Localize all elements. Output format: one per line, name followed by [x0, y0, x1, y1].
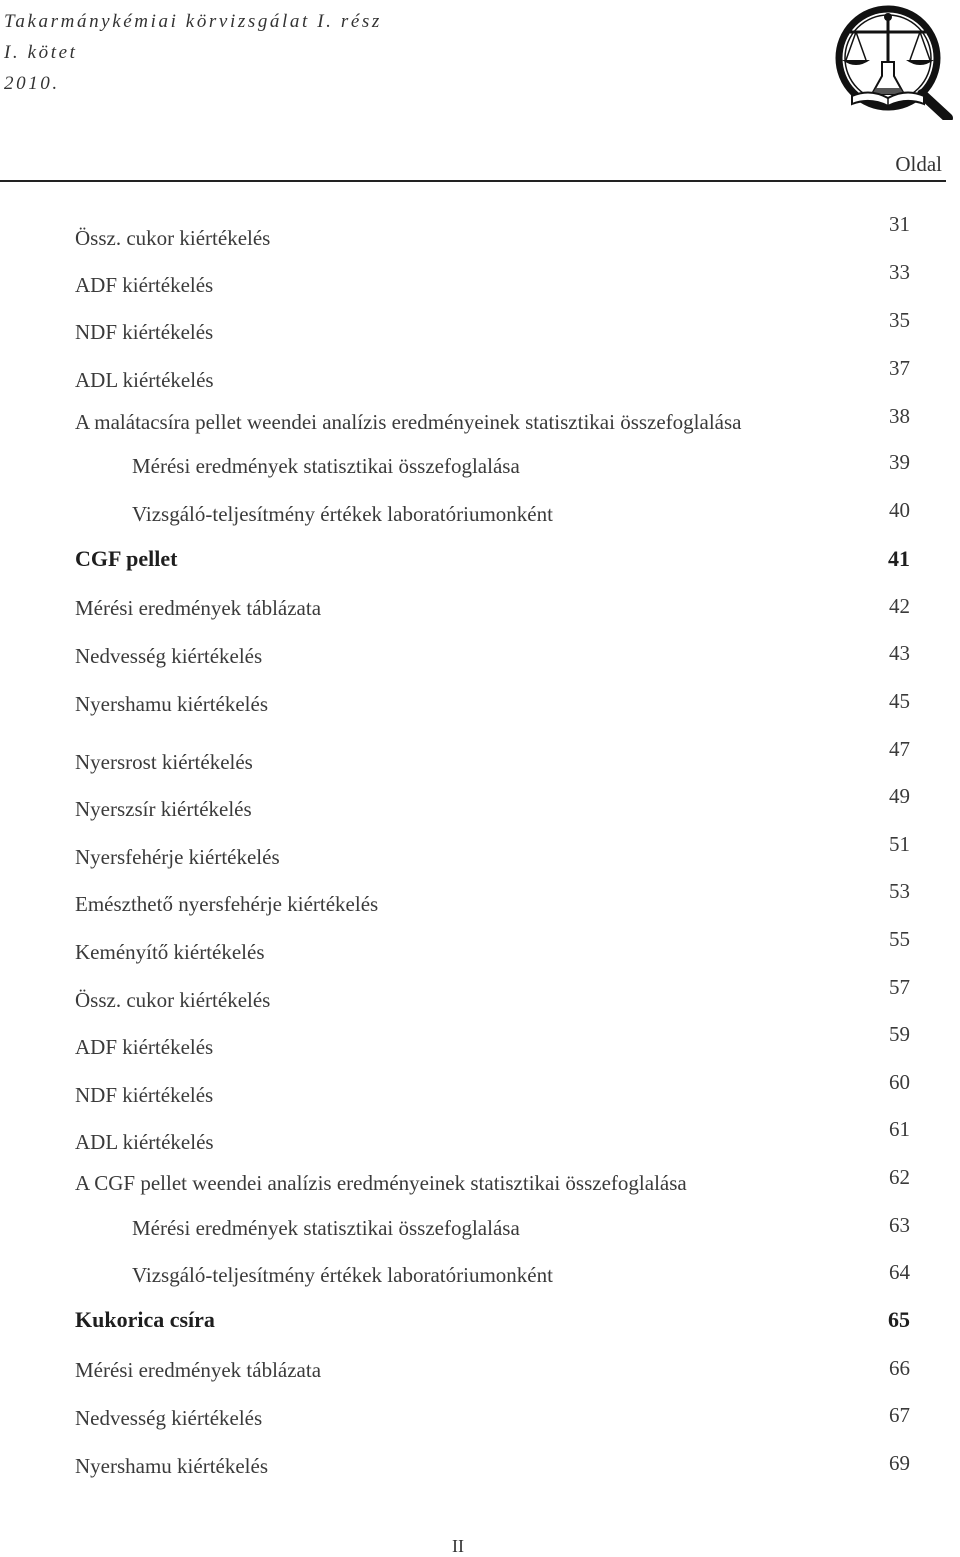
toc-entry-page: 67	[889, 1403, 910, 1427]
toc-entry-label: CGF pellet	[75, 546, 178, 571]
toc-entry-page: 39	[889, 450, 910, 474]
toc-entry-page: 38	[889, 404, 910, 428]
toc-entry-page: 49	[889, 784, 910, 808]
toc-entry-label: ADL kiértékelés	[75, 368, 214, 392]
toc-entry-label: Emészthető nyersfehérje kiértékelés	[75, 892, 379, 916]
toc-entry-label: Nedvesség kiértékelés	[75, 644, 263, 668]
toc-entry-page: 61	[889, 1117, 910, 1141]
toc-entry-label: A CGF pellet weendei analízis eredményeinek statisztikai összefoglalása	[75, 1171, 687, 1195]
toc-entry-label: Mérési eredmények statisztikai összefoglalása	[132, 1216, 520, 1240]
footer-page-number: II	[452, 1536, 464, 1556]
toc-entry-label: Nyersrost kiértékelés	[75, 750, 253, 774]
toc-entry-label: NDF kiértékelés	[75, 320, 214, 344]
header-year: 2010.	[4, 73, 60, 94]
toc-entry-label: ADF kiértékelés	[75, 273, 214, 297]
toc-entry-label: Nyershamu kiértékelés	[75, 1454, 269, 1478]
toc-entry-label: Kukorica csíra	[75, 1307, 215, 1332]
toc-entry-label: Vizsgáló-teljesítmény értékek laboratóriumonként	[132, 502, 553, 526]
toc-entry-label: Keményítő kiértékelés	[75, 940, 265, 964]
toc-entry-page: 42	[889, 594, 910, 618]
toc-entry-page: 66	[889, 1356, 910, 1380]
toc-entry-page: 45	[889, 689, 910, 713]
toc-entry-label: Vizsgáló-teljesítmény értékek laboratóriumonként	[132, 1263, 553, 1287]
header-title: Takarmánykémiai körvizsgálat I. rész	[4, 11, 382, 32]
toc-entry-page: 41	[888, 546, 910, 571]
toc-entry-page: 65	[888, 1307, 910, 1332]
toc-entry-page: 69	[889, 1451, 910, 1475]
toc-entry-page: 33	[889, 260, 910, 284]
page-column-header: Oldal	[895, 152, 942, 176]
toc-entry-label: A malátacsíra pellet weendei analízis eredményeinek statisztikai összefoglalása	[75, 410, 742, 434]
toc-entry-label: Nyershamu kiértékelés	[75, 692, 269, 716]
toc-entry-page: 57	[889, 975, 910, 999]
toc-entry-label: ADF kiértékelés	[75, 1035, 214, 1059]
toc-entry-label: Mérési eredmények statisztikai összefoglalása	[132, 454, 520, 478]
toc-entry-page: 60	[889, 1070, 910, 1094]
toc-entry-label: Össz. cukor kiértékelés	[75, 226, 271, 250]
toc-entry-page: 37	[889, 356, 910, 380]
toc-entry-page: 51	[889, 832, 910, 856]
toc-entry-page: 40	[889, 498, 910, 522]
toc-entry-page: 55	[889, 927, 910, 951]
toc-entry-page: 64	[889, 1260, 910, 1284]
toc-entry-page: 31	[889, 212, 910, 236]
toc-entry-page: 53	[889, 879, 910, 903]
toc-entry-label: ADL kiértékelés	[75, 1130, 214, 1154]
toc-entry-label: Mérési eredmények táblázata	[75, 1358, 322, 1382]
toc-entry-page: 35	[889, 308, 910, 332]
toc-entry-label: Nedvesség kiértékelés	[75, 1406, 263, 1430]
toc-entry-page: 47	[889, 737, 910, 761]
toc-entry-page: 62	[889, 1165, 910, 1189]
toc-entry-label: Nyerszsír kiértékelés	[75, 797, 252, 821]
toc-entry-page: 63	[889, 1213, 910, 1237]
toc-entry-page: 43	[889, 641, 910, 665]
header-volume: I. kötet	[4, 42, 78, 63]
toc-entry-label: Össz. cukor kiértékelés	[75, 988, 271, 1012]
toc-entry-page: 59	[889, 1022, 910, 1046]
toc-entry-label: NDF kiértékelés	[75, 1083, 214, 1107]
toc-entry-label: Mérési eredmények táblázata	[75, 596, 322, 620]
toc-entry-label: Nyersfehérje kiértékelés	[75, 845, 280, 869]
